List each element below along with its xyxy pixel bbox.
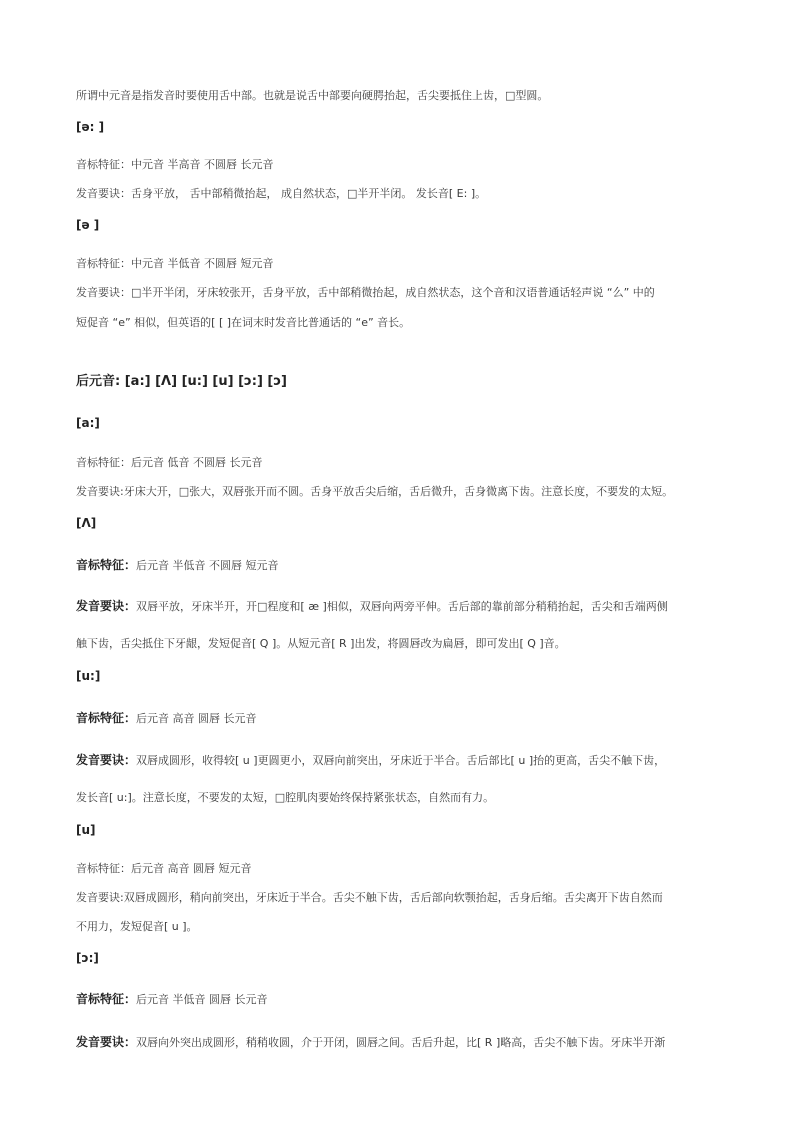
vowel-tips-line: 短促音 “e” 相似，但英语的[ [ ]在词末时发音比普通话的 “e” 音长。 xyxy=(76,316,411,329)
tips-text: 双唇向外突出成圆形，稍稍收圆，介于开闭，圆唇之间。舌后升起，比[ R ]略高，舌尖不触下齿。牙床半开渐 xyxy=(136,1036,666,1049)
vowel-tips-line: 发音要诀：舌身平放， 舌中部稍微抬起， 成自然状态，□半开半闭。 发长音[ E: ]。 xyxy=(76,187,487,200)
vowel-tips-line xyxy=(76,1035,665,1050)
tips-label: 发音要诀： xyxy=(76,753,137,767)
features-label: 音标特征： xyxy=(76,711,137,725)
features-label: 音标特征： xyxy=(76,992,137,1006)
section-heading-back-vowels: 后元音: [a:] [Λ] [u:] [u] [ɔ:] [ɔ] xyxy=(76,374,288,389)
vowel-tips-line: 不用力，发短促音[ u ]。 xyxy=(76,920,198,933)
vowel-heading: [a:] xyxy=(76,416,100,430)
tips-label: 发音要诀： xyxy=(76,599,137,613)
vowel-features: 音标特征：中元音 半低音 不圆唇 短元音 xyxy=(76,257,274,270)
features-label: 音标特征： xyxy=(76,558,137,572)
vowel-tips-line: 触下齿，舌尖抵住下牙龈，发短促音[ Q ]。从短元音[ R ]出发，将圆唇改为扁唇，即可发出[ Q ]音。 xyxy=(76,637,566,650)
tips-label: 发音要诀： xyxy=(76,1035,137,1049)
vowel-features xyxy=(76,711,257,726)
vowel-heading: [u] xyxy=(76,823,96,837)
vowel-features: 音标特征：后元音 低音 不圆唇 长元音 xyxy=(76,456,263,469)
vowel-tips-line: 发长音[ u:]。注意长度，不要发的太短，□腔肌肉要始终保持紧张状态，自然而有力。 xyxy=(76,791,495,804)
vowel-tips-line: 发音要诀：□半开半闭，牙床较张开，舌身平放，舌中部稍微抬起，成自然状态，这个音和汉语普通话轻声说 “么” 中的 xyxy=(76,286,655,299)
tips-text: 双唇平放，牙床半开，开□程度和[ æ ]相似，双唇向两旁平伸。舌后部的靠前部分稍稍抬起，舌尖和舌端两侧 xyxy=(136,600,668,613)
vowel-tips-line: 发音要诀:牙床大开，□张大，双唇张开而不圆。舌身平放舌尖后缩，舌后微升，舌身微离下齿。注意长度，不要发的太短。 xyxy=(76,485,674,498)
vowel-features xyxy=(76,992,268,1007)
features-value: 后元音 高音 圆唇 长元音 xyxy=(136,712,257,725)
vowel-heading: [Λ] xyxy=(76,516,97,530)
vowel-tips-line: 发音要诀:双唇成圆形，稍向前突出，牙床近于半合。舌尖不触下齿，舌后部向软颚抬起，舌身后缩。舌尖离开下齿自然而 xyxy=(76,891,663,904)
vowel-features: 音标特征：中元音 半高音 不圆唇 长元音 xyxy=(76,158,274,171)
vowel-heading: [u:] xyxy=(76,669,101,683)
vowel-heading: [ɔ:] xyxy=(76,951,99,965)
vowel-features xyxy=(76,558,279,573)
tips-text: 双唇成圆形，收得较[ u ]更圆更小，双唇向前突出，牙床近于半合。舌后部比[ u ]抬的更高，舌尖不触下齿， xyxy=(136,754,666,767)
vowel-tips-line xyxy=(76,599,668,614)
features-value: 后元音 半低音 圆唇 长元音 xyxy=(136,993,268,1006)
vowel-features: 音标特征：后元音 高音 圆唇 短元音 xyxy=(76,862,252,875)
vowel-heading: [ə: ] xyxy=(76,120,105,134)
vowel-tips-line xyxy=(76,753,665,768)
vowel-heading: [ə ] xyxy=(76,218,100,232)
features-value: 后元音 半低音 不圆唇 短元音 xyxy=(136,559,279,572)
intro-paragraph: 所谓中元音是指发音时要使用舌中部。也就是说舌中部要向硬腭抬起，舌尖要抵住上齿，□型圆。 xyxy=(76,89,549,102)
